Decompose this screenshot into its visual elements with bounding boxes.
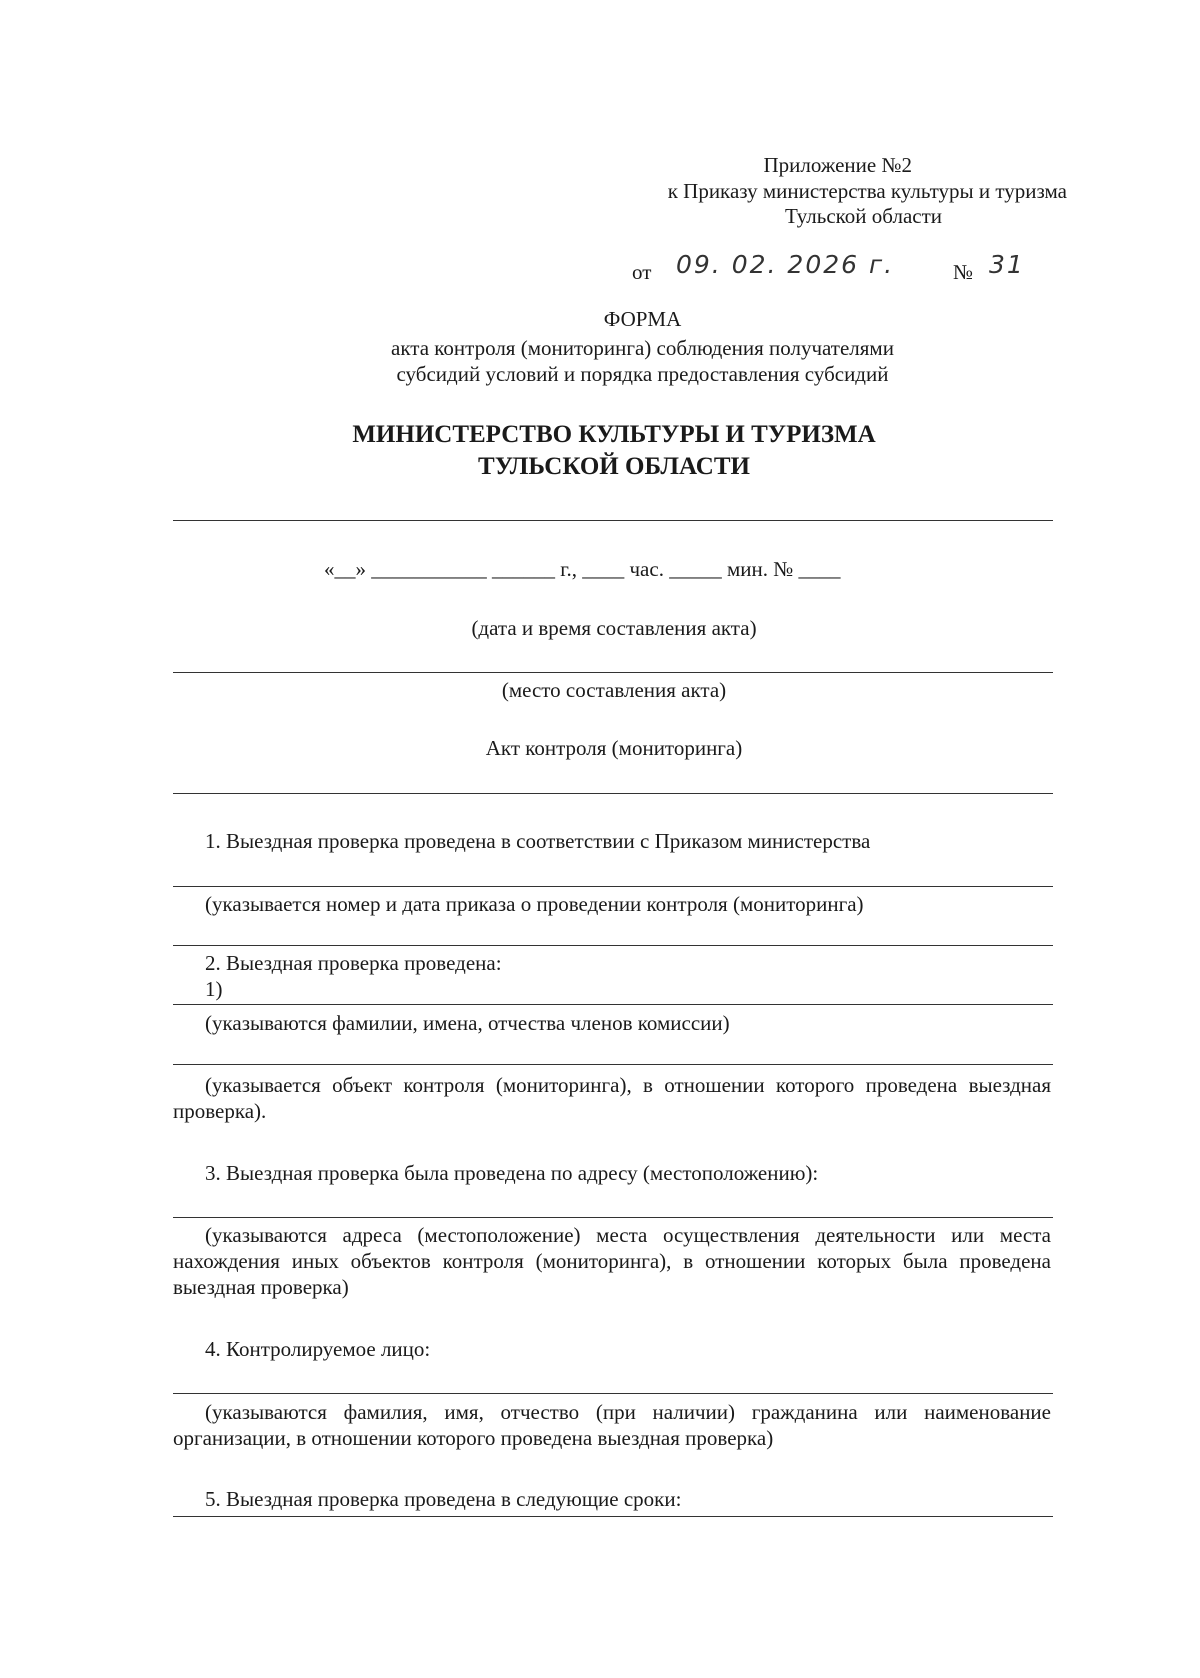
object-caption: (указывается объект контроля (мониторинга), в отношении которого проведена выездная проверка). — [173, 1073, 1051, 1123]
item3-input-line — [173, 1217, 1053, 1218]
item5-text: 5. Выездная проверка проведена в следующие сроки: — [205, 1487, 682, 1511]
item3-text: 3. Выездная проверка была проведена по адресу (местоположению): — [205, 1161, 819, 1185]
place-input-line — [173, 672, 1053, 673]
handwritten-number: 31 — [989, 250, 1025, 279]
item1-caption: (указывается номер и дата приказа о проведении контроля (мониторинга) — [205, 892, 864, 916]
item1-text: 1. Выездная проверка проведена в соответствии с Приказом министерства — [205, 829, 871, 853]
act-place-caption: (место составления акта) — [501, 678, 727, 702]
item5-input-line — [173, 1516, 1053, 1517]
item3-caption: (указываются адреса (местоположение) места осуществления деятельности или места нахождения иных объектов контроля (мониторинга), в отношении которых была проведена выездная проверка) — [173, 1223, 1051, 1299]
form-subtitle-line2: субсидий условий и порядка предоставления субсидий — [396, 362, 889, 386]
item1-input-line — [173, 886, 1053, 887]
ministry-name-line1: МИНИСТЕРСТВО КУЛЬТУРЫ И ТУРИЗМА — [352, 421, 876, 448]
order-reference: к Приказу министерства культуры и туризма — [667, 179, 1067, 203]
form-subtitle-line1: акта контроля (мониторинга) соблюдения получателями — [391, 336, 894, 360]
divider-line — [173, 520, 1053, 521]
form-title: ФОРМА — [603, 307, 682, 331]
item2-input-line — [173, 1004, 1053, 1005]
item4-text: 4. Контролируемое лицо: — [205, 1337, 431, 1361]
object-input-line — [173, 1064, 1053, 1065]
item2-caption: (указываются фамилии, имена, отчества членов комиссии) — [205, 1011, 730, 1035]
item2-subitem: 1) — [205, 977, 223, 1001]
appendix-label: Приложение №2 — [763, 153, 912, 177]
handwritten-date: 09. 02. 2026 г. — [676, 250, 895, 279]
region-label: Тульской области — [784, 204, 942, 228]
item4-input-line — [173, 1393, 1053, 1394]
item2-text: 2. Выездная проверка проведена: — [205, 951, 502, 975]
act-title: Акт контроля (мониторинга) — [485, 736, 743, 760]
date-prefix: от — [632, 260, 652, 284]
item4-caption: (указываются фамилия, имя, отчество (при наличии) гражданина или наименование организации, в отношении которого проведена выездная проверка) — [173, 1400, 1051, 1450]
item1b-input-line — [173, 945, 1053, 946]
number-prefix: № — [953, 260, 974, 284]
act-datetime-line: «__» ___________ ______ г., ____ час. _____ мин. № ____ — [324, 557, 841, 581]
ministry-name-line2: ТУЛЬСКОЙ ОБЛАСТИ — [478, 453, 750, 480]
act-datetime-caption: (дата и время составления акта) — [471, 616, 757, 640]
act-input-line — [173, 793, 1053, 794]
